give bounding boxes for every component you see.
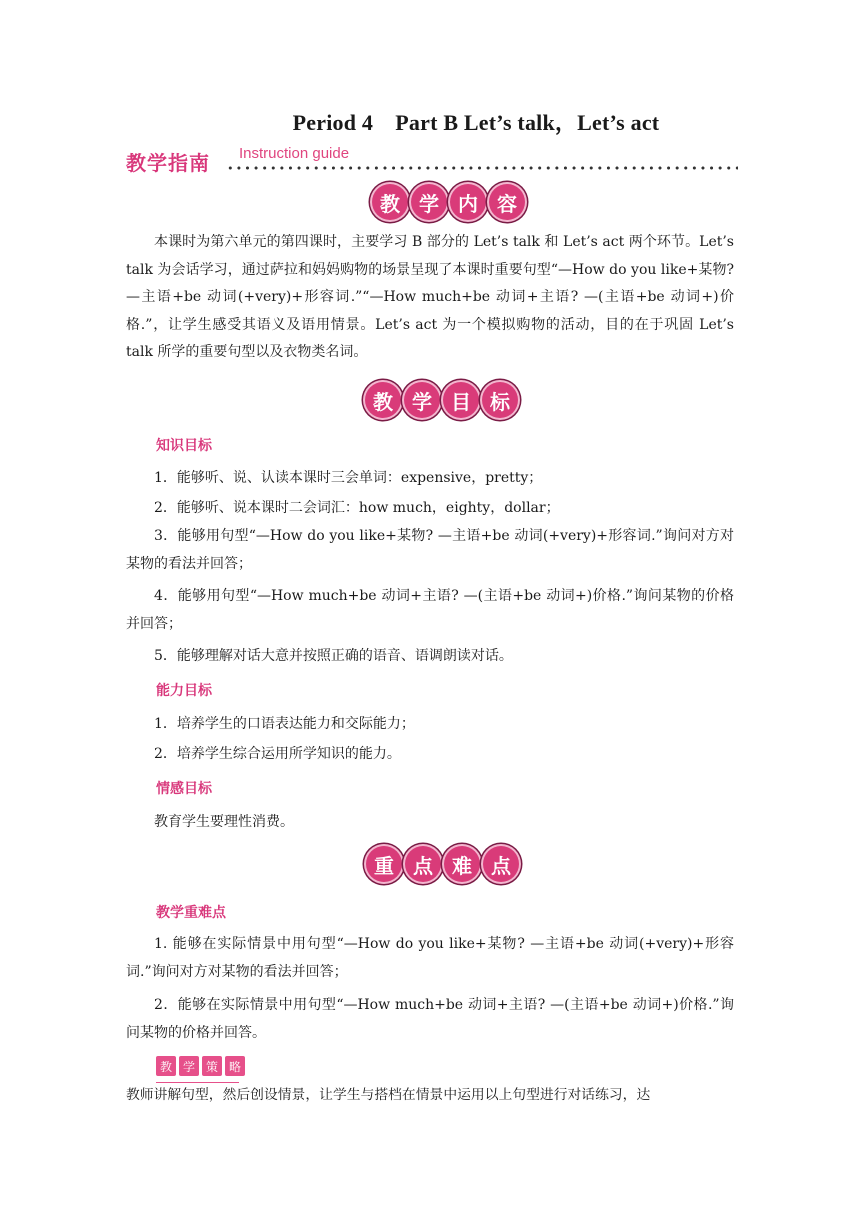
banner-char: 容 — [489, 184, 525, 220]
banner-char: 教 — [372, 184, 408, 220]
guide-cn-label: 教学指南 — [126, 151, 210, 175]
strategy-char: 学 — [179, 1056, 199, 1076]
ability-goals-heading: 能力目标 — [156, 683, 212, 699]
guide-en-label: Instruction guide — [239, 145, 350, 162]
page-title: Period 4 Part B Let’s talk，Let’s act — [292, 110, 660, 135]
knowledge-item: 1．能够听、说、认读本课时三会单词：expensive，pretty； — [154, 470, 543, 486]
strategy-char: 教 — [156, 1056, 176, 1076]
knowledge-item: 2．能够听、说本课时二会词汇：how much，eighty，dollar； — [154, 500, 560, 516]
emotion-goals-heading: 情感目标 — [156, 781, 212, 797]
strategy-underline — [156, 1058, 239, 1083]
key-difficult-points-heading: 教学重难点 — [156, 905, 226, 921]
keypoint-item: 2．能够在实际情景中用句型“—How much+be 动词+主语? —(主语+be 动词+)价格.”询问某物的价格并回答。 — [126, 997, 734, 1041]
strategy-char: 略 — [225, 1056, 245, 1076]
knowledge-item: 5．能够理解对话大意并按照正确的语音、语调朗读对话。 — [154, 648, 513, 664]
emotion-text: 教育学生要理性消费。 — [154, 814, 294, 830]
banner-char: 内 — [450, 184, 486, 220]
banner-char: 难 — [444, 846, 480, 882]
dotted-divider — [226, 165, 738, 171]
banner-char: 学 — [411, 184, 447, 220]
knowledge-item: 3．能够用句型“—How do you like+某物? —主语+be 动词(+very)+形容词.”询问对方对某物的看法并回答； — [126, 528, 734, 572]
banner-char: 点 — [405, 846, 441, 882]
banner-key-points — [366, 846, 519, 882]
keypoint-item: 1. 能够在实际情景中用句型“—How do you like+某物? —主语+be 动词(+very)+形容词.”询问对方对某物的看法并回答； — [126, 936, 734, 980]
strategy-char: 策 — [202, 1056, 222, 1076]
knowledge-goals-heading: 知识目标 — [156, 438, 212, 454]
banner-char: 目 — [443, 382, 479, 418]
intro-paragraph: 本课时为第六单元的第四课时，主要学习 B 部分的 Let’s talk 和 Let’s act 两个环节。Let’s talk 为会话学习，通过萨拉和妈妈购物的场景呈现了本课时重要句型“—How do you like+某物? —主语+be 动词(+very)+形容词.”“—How much+be 动词+主语? —(主语+be 动词+)价格.”，让学生感受其语义及语用情景。Let’s act 为一个模拟购物的活动，目的在于巩固 Let’s talk 所学的重要句型以及衣物类名词。 — [126, 234, 734, 360]
banner-char: 教 — [365, 382, 401, 418]
banner-char: 标 — [482, 382, 518, 418]
instruction-guide-header — [126, 144, 738, 174]
banner-char: 学 — [404, 382, 440, 418]
banner-teaching-content — [372, 184, 525, 220]
ability-item: 2．培养学生综合运用所学知识的能力。 — [154, 746, 401, 762]
knowledge-item: 4．能够用句型“—How much+be 动词+主语? —(主语+be 动词+)价格.”询问某物的价格并回答； — [126, 588, 734, 632]
ability-item: 1．培养学生的口语表达能力和交际能力； — [154, 716, 415, 732]
banner-char: 点 — [483, 846, 519, 882]
strategy-text: 教师讲解句型，然后创设情景，让学生与搭档在情景中运用以上句型进行对话练习，达 — [126, 1087, 651, 1103]
banner-char: 重 — [366, 846, 402, 882]
banner-teaching-goals — [365, 382, 518, 418]
